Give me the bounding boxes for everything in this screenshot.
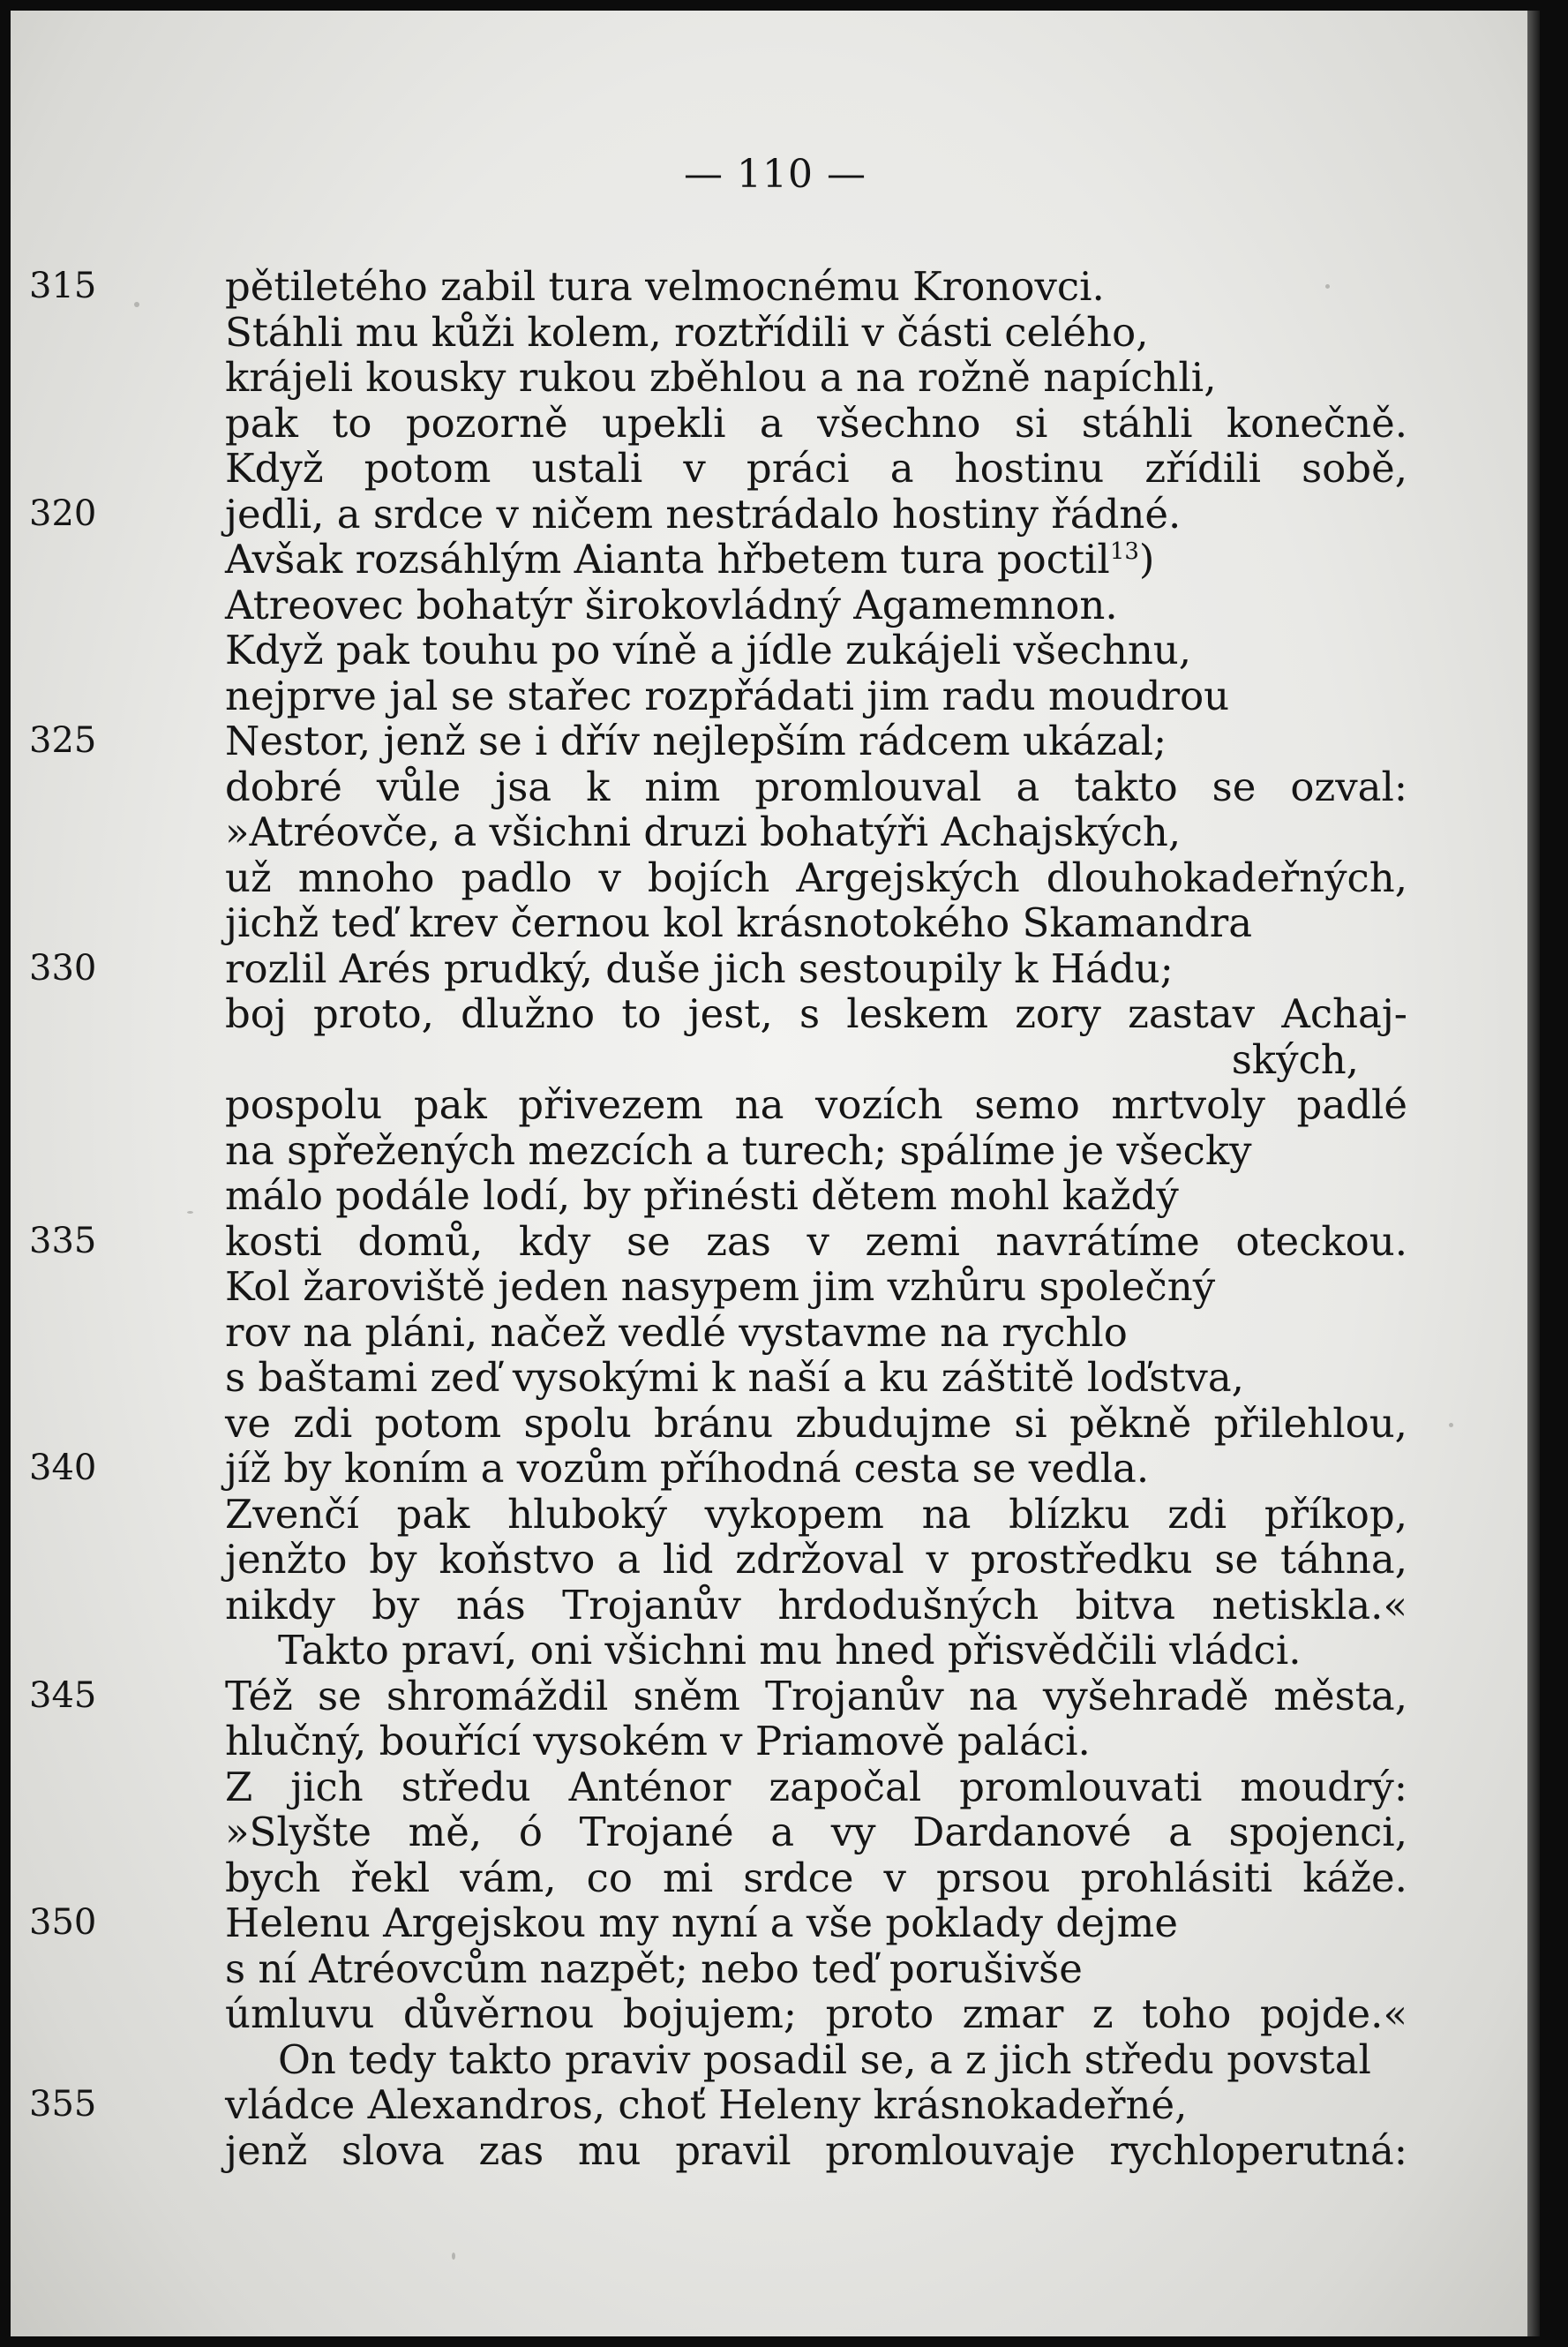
- verse-text: ských,: [1231, 1035, 1359, 1083]
- line-number: 345: [29, 1674, 97, 1716]
- verse-line: [225, 355, 1407, 401]
- verse-line: [225, 673, 1407, 719]
- verse-line: [225, 1173, 1407, 1219]
- line-number: 350: [29, 1902, 97, 1943]
- verse-text: jenž slova zas mu pravil promlouvaje rychloperutná:: [225, 2126, 1407, 2174]
- verse-text: jedli, a srdce v ničem nestrádalo hostiny řádné.: [225, 490, 1182, 538]
- verse-text: kosti domů, kdy se zas v zemi navrátíme oteckou.: [225, 1217, 1407, 1265]
- verse-line: [225, 1355, 1407, 1401]
- verse-text: s ní Atréovcům nazpět; nebo teď porušivše: [225, 1945, 1083, 1992]
- verse-text: pětiletého zabil tura velmocnému Kronovci.: [225, 263, 1105, 310]
- paper-speck: [187, 1211, 193, 1214]
- verse-line: [225, 446, 1407, 492]
- verse-line: [225, 1537, 1407, 1583]
- verse-text: »Atréovče, a všichni druzi bohatýři Achajských,: [225, 809, 1182, 855]
- verse-text: Když potom ustali v práci a hostinu zřídili sobě,: [225, 445, 1407, 492]
- verse-text: krájeli kousky rukou zběhlou a na rožně napíchli,: [225, 354, 1217, 401]
- verse-text: Helenu Argejskou my nyní a vše poklady dejme: [225, 1899, 1178, 1946]
- verse-line: [225, 1037, 1407, 1083]
- verse-text: Zvenčí pak hluboký vykopem na blízku zdi příkop,: [225, 1490, 1407, 1538]
- verse-line: [225, 1310, 1407, 1356]
- verse-text: jichž teď krev černou kol krásnotokého Skamandra: [225, 899, 1253, 946]
- verse-line: [225, 1809, 1407, 1855]
- verse-text: ve zdi potom spolu bránu zbudujme si pěkně přilehlou,: [225, 1399, 1407, 1447]
- verse-line: [225, 628, 1407, 673]
- verse-text: Z jich středu Anténor započal promlouvati moudrý:: [225, 1763, 1407, 1810]
- verse-text: Nestor, jenž se i dřív nejlepším rádcem ukázal;: [225, 718, 1167, 764]
- verse-text: Kol žaroviště jeden nasypem jim vzhůru společný: [225, 1263, 1216, 1310]
- verse-text: jenžto by koňstvo a lid zdržoval v prostředku se táhna,: [225, 1536, 1407, 1583]
- verse-text: na spřežených mezcích a turech; spálíme je všecky: [225, 1126, 1252, 1174]
- line-number: 330: [29, 947, 97, 989]
- verse-line: [29, 718, 1407, 764]
- paper-speck: [1449, 1423, 1453, 1427]
- verse-text: úmluvu důvěrnou bojujem; proto zmar z toho pojde.«: [225, 1990, 1407, 2037]
- verse-text: už mnoho padlo v bojích Argejských dlouhokadeřných,: [225, 854, 1407, 901]
- verse-line: [225, 1719, 1407, 1764]
- verse-text: Když pak touhu po víně a jídle zukájeli všechnu,: [225, 627, 1192, 673]
- verse-line: [225, 1264, 1407, 1310]
- verse-text: hlučný, bouřící vysokém v Priamově paláci.: [225, 1718, 1091, 1764]
- verse-line: [225, 1946, 1407, 1992]
- verse-text: Též se shromáždil sněm Trojanův na vyšehradě města,: [225, 1672, 1407, 1719]
- line-number: 335: [29, 1220, 97, 1261]
- verse-line: [225, 310, 1407, 356]
- verse-text: Stáhli mu kůži kolem, roztřídili v části celého,: [225, 308, 1149, 356]
- verse-text: nejprve jal se stařec rozpřádati jim radu moudrou: [225, 672, 1230, 719]
- verse-line: [225, 855, 1407, 901]
- verse-text: rozlil Arés prudký, duše jich sestoupily k Hádu;: [225, 944, 1174, 992]
- verse-line: [225, 900, 1407, 946]
- verse-text: »Slyšte mě, ó Trojané a vy Dardanové a spojenci,: [225, 1809, 1407, 1855]
- verse-line: [225, 1764, 1407, 1810]
- verse-line: [29, 263, 1407, 310]
- book-page: [11, 11, 1540, 2336]
- footnote-marker: 13: [1109, 538, 1139, 565]
- verse-line: [225, 991, 1407, 1037]
- verse-text: jíž by koním a vozům příhodná cesta se vedla.: [225, 1445, 1150, 1492]
- verse-line: [29, 1899, 1407, 1946]
- verse-line: [29, 1445, 1407, 1492]
- line-number: 315: [29, 266, 97, 306]
- verse-line: [225, 583, 1407, 628]
- verse-line: [225, 537, 1407, 583]
- verse-line: [225, 1855, 1407, 1901]
- verse-line: [29, 490, 1407, 538]
- verse-text: boj proto, dlužno to jest, s leskem zory zastav Achaj-: [225, 990, 1407, 1037]
- verse-text: vládce Alexandros, choť Heleny krásnokadeřné,: [225, 2081, 1188, 2128]
- verse-text: Atreovec bohatýr širokovládný Agamemnon.: [225, 581, 1118, 628]
- verse-line: [225, 1401, 1407, 1447]
- verse-text: bych řekl vám, co mi srdce v prsou prohlásiti káže.: [225, 1854, 1407, 1901]
- verse-text: nikdy by nás Trojanův hrdodušných bitva netiskla.«: [225, 1581, 1407, 1629]
- footnote-paren: ): [1138, 536, 1155, 583]
- verse-text: pospolu pak přivezem na vozích semo mrtvoly padlé: [225, 1081, 1407, 1128]
- line-number: 320: [29, 493, 97, 534]
- verse-line: [225, 1628, 1407, 1674]
- poem-text-block: [29, 263, 1407, 2174]
- verse-line: [225, 1583, 1407, 1629]
- verse-text: Takto praví, oni všichni mu hned přisvědčili vládci.: [278, 1627, 1302, 1674]
- verse-line: [225, 1492, 1407, 1538]
- verse-text: On tedy takto praviv posadil se, a z jich středu povstal: [278, 2035, 1371, 2083]
- line-number: 325: [29, 720, 97, 761]
- verse-text: Avšak rozsáhlým Aianta hřbetem tura poctil: [225, 536, 1110, 583]
- verse-line: [29, 1672, 1407, 1719]
- verse-line: [225, 1082, 1407, 1128]
- verse-line: [225, 1128, 1407, 1174]
- verse-text: s baštami zeď vysokými k naší a ku záštitě loďstva,: [225, 1354, 1244, 1401]
- line-number: 355: [29, 2084, 97, 2125]
- verse-text: pak to pozorně upekli a všechno si stáhli konečně.: [225, 399, 1407, 447]
- verse-line: [225, 1991, 1407, 2037]
- verse-line: [225, 2128, 1407, 2174]
- verse-line: [225, 401, 1407, 447]
- verse-line: [225, 764, 1407, 810]
- verse-line: [29, 944, 1407, 992]
- verse-line: [29, 2081, 1407, 2128]
- page-spine-shadow: [1527, 11, 1540, 2336]
- paper-speck: [452, 2253, 455, 2260]
- verse-line: [225, 2037, 1407, 2083]
- verse-line: [29, 1217, 1407, 1265]
- verse-text: málo podále lodí, by přinésti dětem mohl každý: [225, 1172, 1179, 1219]
- page-number: — 110 —: [684, 152, 867, 197]
- verse-text: dobré vůle jsa k nim promlouval a takto se ozval:: [225, 763, 1407, 810]
- line-number: 340: [29, 1448, 97, 1488]
- verse-text: rov na pláni, načež vedlé vystavme na rychlo: [225, 1308, 1128, 1356]
- verse-line: [225, 809, 1407, 855]
